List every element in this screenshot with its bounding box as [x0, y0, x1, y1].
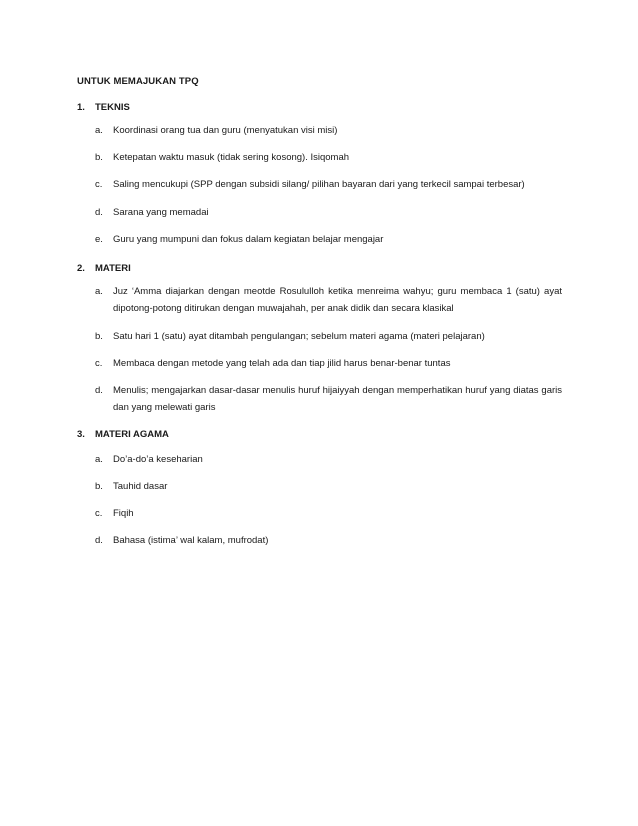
- list-item-text: Fiqih: [113, 508, 134, 519]
- list-item: [95, 532, 562, 549]
- list-item-letter: c.: [95, 358, 103, 369]
- list-item-letter: a.: [95, 454, 103, 465]
- section-title: TEKNIS: [95, 102, 130, 113]
- list-item: [95, 149, 562, 166]
- list-item-letter: c.: [95, 179, 103, 190]
- list-item: [95, 355, 562, 372]
- list-item-letter: e.: [95, 234, 103, 245]
- list-item-letter: b.: [95, 481, 103, 492]
- list-item-text: Koordinasi orang tua dan guru (menyatukan visi misi): [113, 125, 338, 136]
- list-item-letter: b.: [95, 152, 103, 163]
- list-item: [95, 283, 562, 317]
- section-title: MATERI: [95, 263, 131, 274]
- section-heading-teknis: [77, 102, 130, 113]
- list-item-text: Ketepatan waktu masuk (tidak sering kosong). Isiqomah: [113, 152, 350, 163]
- list-item-text: Membaca dengan metode yang telah ada dan tiap jilid harus benar-benar tuntas: [113, 358, 451, 369]
- list-item-text: Do’a-do’a keseharian: [113, 454, 203, 465]
- list-item-letter: a.: [95, 125, 103, 136]
- list-item: [95, 328, 562, 345]
- list-item-letter: d.: [95, 535, 103, 546]
- list-item-text: Satu hari 1 (satu) ayat ditambah pengulangan; sebelum materi agama (materi pelajaran): [113, 331, 485, 342]
- section-number: 1.: [77, 102, 85, 113]
- list-item-letter: d.: [95, 207, 103, 218]
- list-item: [95, 382, 562, 416]
- list-item: [95, 478, 562, 495]
- section-number: 3.: [77, 429, 85, 440]
- list-item: [95, 451, 562, 468]
- list-item: [95, 231, 562, 248]
- list-item-letter: c.: [95, 508, 103, 519]
- list-item-letter: b.: [95, 331, 103, 342]
- list-item: [95, 505, 562, 522]
- list-item-letter: a.: [95, 286, 103, 297]
- list-item-text: Saling mencukupi (SPP dengan subsidi silang/ pilihan bayaran dari yang terkecil sampai terbesar): [113, 179, 525, 190]
- list-item-text: Sarana yang memadai: [113, 207, 209, 218]
- section-number: 2.: [77, 263, 85, 274]
- list-item-text: Guru yang mumpuni dan fokus dalam kegiatan belajar mengajar: [113, 234, 384, 245]
- list-item-letter: d.: [95, 385, 103, 396]
- section-title: MATERI AGAMA: [95, 429, 169, 440]
- list-item-text: Juz ‘Amma diajarkan dengan meotde Rosululloh ketika menreima wahyu; guru membaca 1 (satu) ayat dipotong-potong ditirukan dengan muwajahah, per anak didik dan secara klasikal: [113, 286, 562, 314]
- list-item: [95, 122, 562, 139]
- list-item-text: Bahasa (istima’ wal kalam, mufrodat): [113, 535, 269, 546]
- section-heading-materi: [77, 263, 131, 274]
- document-title: UNTUK MEMAJUKAN TPQ: [77, 76, 199, 87]
- list-item-text: Tauhid dasar: [113, 481, 168, 492]
- section-heading-materi-agama: [77, 429, 169, 440]
- list-item-text: Menulis; mengajarkan dasar-dasar menulis huruf hijaiyyah dengan memperhatikan huruf yang diatas garis dan yang melewati garis: [113, 385, 562, 413]
- list-item: [95, 176, 562, 193]
- list-item: [95, 204, 562, 221]
